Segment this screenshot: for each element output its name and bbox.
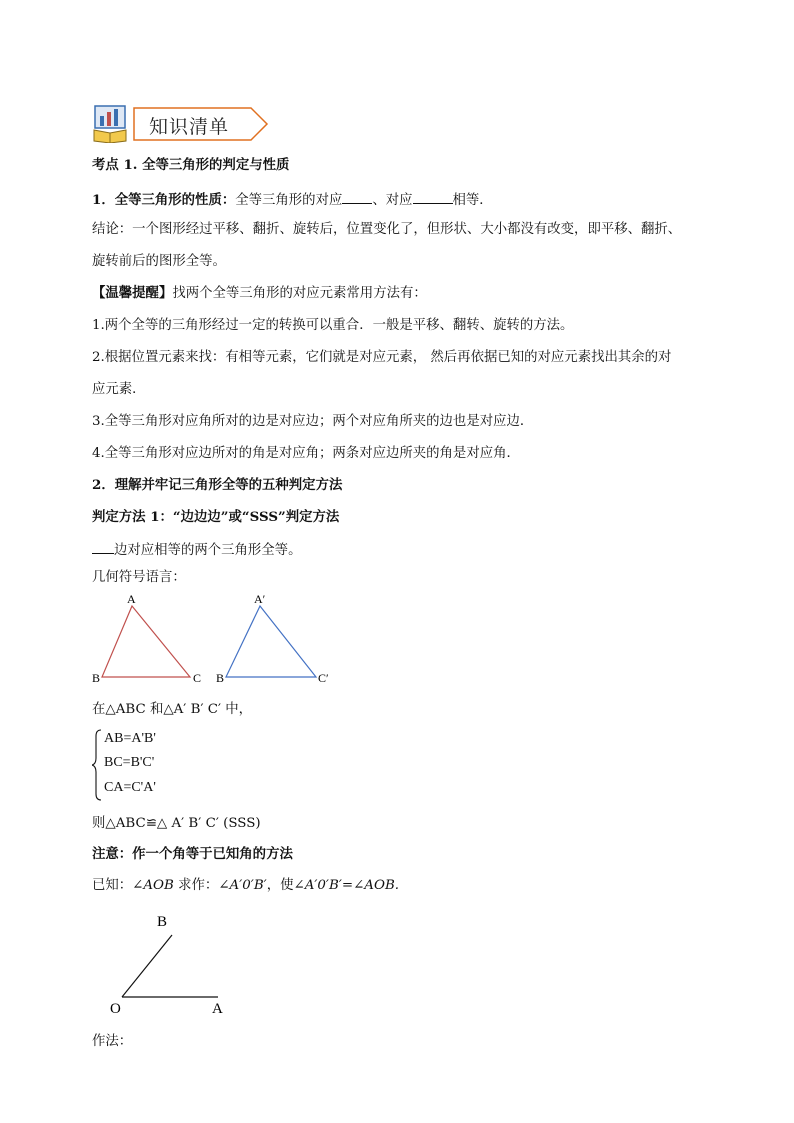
conclusion-sss: 则△ABC≌△ A′ B′ C′ (SSS) — [92, 816, 261, 831]
book-chart-icon — [92, 103, 128, 143]
in-triangles-line: 在△ABC 和△A′ B′ C′ 中， — [92, 702, 253, 717]
note-heading: 注意：作一个角等于已知角的方法 — [92, 846, 293, 862]
label-b-prime: B — [216, 671, 225, 685]
triangle-abc-prime — [226, 606, 316, 677]
given-ask: 求作： — [173, 878, 219, 893]
equation-1: AB=A'B' — [104, 731, 156, 746]
given-equation: ∠A′0′B′=∠AOB. — [293, 878, 400, 893]
label-a-prime: A′ — [254, 592, 266, 606]
fill-blank-1 — [342, 191, 372, 204]
label-angle-b: B — [157, 914, 168, 930]
tip-item-4: 4.全等三角形对应边所对的角是对应角；两条对应边所夹的角是对应角． — [92, 446, 520, 461]
tip-item-2-line-2: 应元素． — [92, 382, 146, 397]
label-b: B — [92, 671, 101, 685]
fill-blank-2 — [413, 191, 453, 204]
property-text-3: 相等． — [452, 193, 493, 208]
given-comma: ，使 — [266, 878, 294, 893]
tip-item-2-line-1: 2.根据位置元素来找：有相等元素，它们就是对应元素， 然后再依据已知的对应元素找出其余的对 — [92, 350, 672, 365]
property-text-1: 全等三角形的对应 — [235, 193, 343, 208]
tip-intro: 找两个全等三角形的对应元素常用方法有： — [172, 286, 427, 301]
sss-statement — [92, 541, 301, 557]
equation-3: CA=C'A' — [104, 780, 156, 795]
property-text-2: 、对应 — [372, 193, 413, 208]
triangles-figure — [88, 590, 348, 690]
label-a: A — [127, 592, 136, 606]
symbol-language-label: 几何符号语言： — [92, 570, 186, 585]
label-c-prime: C′ — [318, 671, 329, 685]
heading-five-methods: 2．理解并牢记三角形全等的五种判定方法 — [92, 477, 343, 493]
tip-item-3: 3.全等三角形对应角所对的边是对应边；两个对应角所夹的边也是对应边． — [92, 414, 534, 429]
label-c: C — [193, 671, 202, 685]
property-label: 1．全等三角形的性质： — [92, 192, 236, 208]
fill-blank-3 — [92, 541, 114, 554]
ray-ob — [122, 935, 172, 997]
sss-text: 边对应相等的两个三角形全等。 — [114, 543, 302, 558]
section-title: 知识清单 — [149, 116, 230, 138]
given-prefix: 已知： — [92, 878, 133, 893]
method-1-heading: 判定方法 1：“边边边”或“SSS”判定方法 — [92, 509, 340, 525]
angle-aob-figure — [100, 905, 240, 1020]
tip-item-1: 1.两个全等的三角形经过一定的转换可以重合．一般是平移、翻转、旋转的方法。 — [92, 318, 574, 333]
given-angle: ∠AOB — [132, 878, 174, 893]
label-angle-a: A — [212, 1001, 223, 1017]
label-angle-o: O — [110, 1001, 121, 1017]
ask-angle: ∠A′0′B′ — [218, 878, 267, 893]
given-line — [92, 879, 399, 892]
conclusion-line-2: 旋转前后的图形全等。 — [92, 254, 226, 269]
method-label: 作法： — [92, 1034, 133, 1049]
conclusion-line-1: 结论：一个图形经过平移、翻折、旋转后，位置变化了，但形状、大小都没有改变，即平移、翻折、 — [92, 222, 682, 237]
tip-heading — [92, 287, 427, 300]
equation-2: BC=B'C' — [104, 755, 155, 770]
property-paragraph — [92, 191, 493, 207]
kaodian-heading: 考点 1. 全等三角形的判定与性质 — [92, 157, 290, 173]
triangle-abc — [102, 606, 190, 677]
tip-bracket-label: 【温馨提醒】 — [92, 285, 173, 301]
